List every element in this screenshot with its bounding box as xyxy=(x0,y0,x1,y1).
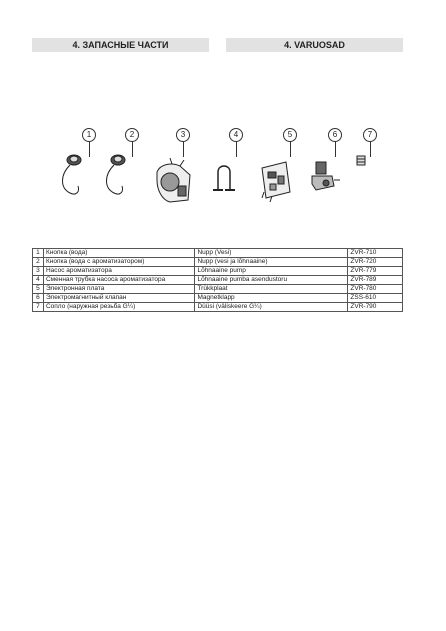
part-code: ZVR-780 xyxy=(348,285,403,294)
part-name-ru: Насос ароматизатора xyxy=(43,267,195,276)
part-number: 1 xyxy=(33,249,44,258)
part-number: 2 xyxy=(33,258,44,267)
circuit-board-drawing xyxy=(262,162,290,202)
callout-7: 7 xyxy=(363,128,377,142)
button-water-drawing xyxy=(63,155,82,194)
part-name-ru: Кнопка (вода) xyxy=(43,249,195,258)
part-number: 3 xyxy=(33,267,44,276)
part-name-ru: Сопло (наружная резьба G¼) xyxy=(43,303,195,312)
part-code: ZVR-779 xyxy=(348,267,403,276)
part-name-ru: Электронная плата xyxy=(43,285,195,294)
callout-1: 1 xyxy=(82,128,96,142)
section-title-ru: 4. ЗАПАСНЫЕ ЧАСТИ xyxy=(32,38,209,52)
part-name-ru: Кнопка (вода с ароматизатором) xyxy=(43,258,195,267)
table-row xyxy=(33,276,403,285)
button-water-fragrance-drawing xyxy=(107,155,126,194)
table-row xyxy=(33,303,403,312)
solenoid-valve-drawing xyxy=(312,162,340,190)
spare-parts-table xyxy=(32,248,403,312)
part-code: ZVR-710 xyxy=(348,249,403,258)
part-number: 4 xyxy=(33,276,44,285)
table-row xyxy=(33,267,403,276)
callout-2: 2 xyxy=(125,128,139,142)
part-number: 5 xyxy=(33,285,44,294)
part-code: ZSS-610 xyxy=(348,294,403,303)
table-row xyxy=(33,249,403,258)
part-name-et: Trükkplaat xyxy=(195,285,348,294)
part-number: 7 xyxy=(33,303,44,312)
fragrance-pump-drawing xyxy=(157,158,190,202)
callout-3: 3 xyxy=(176,128,190,142)
part-name-et: Magnetklapp xyxy=(195,294,348,303)
section-title-et: 4. VARUOSAD xyxy=(226,38,403,52)
part-code: ZVR-790 xyxy=(348,303,403,312)
part-code: ZVR-789 xyxy=(348,276,403,285)
nozzle-drawing xyxy=(357,156,365,165)
part-name-et: Nupp (Vesi) xyxy=(195,249,348,258)
part-name-et: Lõhnaaine pump xyxy=(195,267,348,276)
part-name-ru: Электромагнитный клапан xyxy=(43,294,195,303)
part-name-et: Düüsi (väliskeere G¼) xyxy=(195,303,348,312)
callout-4: 4 xyxy=(229,128,243,142)
table-row xyxy=(33,294,403,303)
part-number: 6 xyxy=(33,294,44,303)
table-row xyxy=(33,285,403,294)
callout-6: 6 xyxy=(328,128,342,142)
table-row xyxy=(33,258,403,267)
pump-tube-drawing xyxy=(213,166,235,190)
part-name-ru: Сменная трубка насоса ароматизатора xyxy=(43,276,195,285)
part-name-et: Lõhnaaine pumba asendustoru xyxy=(195,276,348,285)
part-code: ZVR-720 xyxy=(348,258,403,267)
part-name-et: Nupp (vesi ja lõhnaaine) xyxy=(195,258,348,267)
callout-5: 5 xyxy=(283,128,297,142)
